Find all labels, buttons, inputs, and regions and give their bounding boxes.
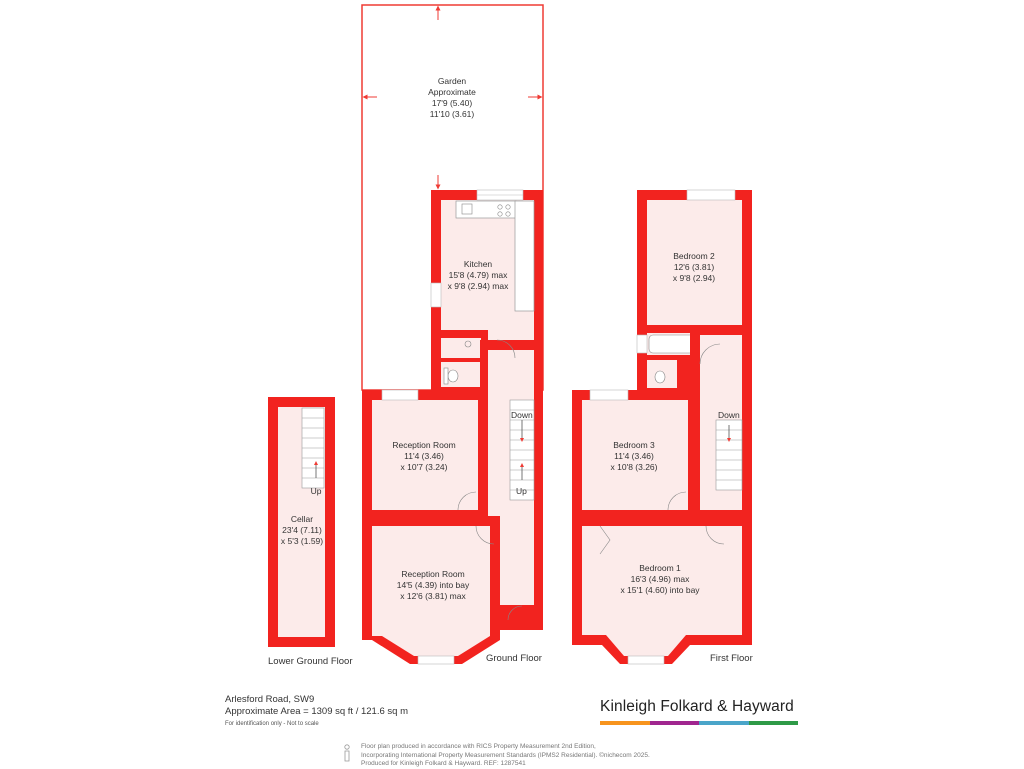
first-floor-label: First Floor	[710, 653, 753, 664]
footer-line-2: Incorporating International Property Measurement Standards (IPMS2 Residential). ©nichecom 2025.	[361, 751, 650, 759]
garden-sub: Approximate	[428, 87, 476, 97]
brand-bar-segment	[749, 721, 799, 725]
reception1-name: Reception Room	[392, 440, 456, 450]
first-down-label: Down	[718, 410, 740, 420]
bedroom3-dim2: x 10'8 (3.26)	[610, 462, 658, 472]
footer-line-3: Produced for Kinleigh Folkard & Hayward. REF: 1287541	[361, 760, 526, 767]
kitchen-dim2: x 9'8 (2.94) max	[447, 281, 509, 291]
cellar-dim1: 23'4 (7.11)	[282, 525, 322, 535]
bedroom2-dim1: 12'6 (3.81)	[673, 262, 715, 272]
footer-line-1: Floor plan produced in accordance with RICS Property Measurement 2nd Edition,	[361, 743, 596, 750]
reception2-dim2: x 12'6 (3.81) max	[400, 591, 466, 601]
person-icon	[343, 744, 351, 762]
brand-bar-segment	[699, 721, 749, 725]
lower-ground-floor-label: Lower Ground Floor	[268, 656, 353, 667]
ground-up-label: Up	[516, 486, 527, 496]
brand-color-bar	[600, 721, 798, 725]
reception1-dim2: x 10'7 (3.24)	[400, 462, 448, 472]
bedroom1-dim2: x 15'1 (4.60) into bay	[620, 585, 700, 595]
garden-dim1: 17'9 (5.40)	[431, 98, 473, 108]
bedroom2-name: Bedroom 2	[673, 251, 715, 261]
brand-bar-segment	[650, 721, 700, 725]
ground-floor-label: Ground Floor	[486, 653, 542, 664]
bedroom1-name: Bedroom 1	[639, 563, 681, 573]
kitchen-name: Kitchen	[463, 259, 493, 269]
reception1-dim1: 11'4 (3.46)	[404, 451, 444, 461]
reception2-dim1: 14'5 (4.39) into bay	[396, 580, 470, 590]
brand-name: Kinleigh Folkard & Hayward	[600, 698, 794, 715]
brand-bar-segment	[600, 721, 650, 725]
ground-down-label: Down	[511, 410, 533, 420]
cellar-up-label: Up	[310, 486, 322, 496]
bedroom3-name: Bedroom 3	[613, 440, 655, 450]
garden-dim2: 11'10 (3.61)	[429, 109, 475, 119]
cellar-name: Cellar	[290, 514, 314, 524]
bedroom1-dim1: 16'3 (4.96) max	[630, 574, 690, 584]
cellar-dim2: x 5'3 (1.59)	[280, 536, 324, 546]
identification-note: For identification only - Not to scale	[225, 721, 319, 727]
footer-notes	[361, 743, 650, 769]
kitchen-dim1: 15'8 (4.79) max	[448, 270, 508, 280]
address-block	[225, 694, 408, 730]
reception2-name: Reception Room	[401, 569, 465, 579]
bedroom2-dim2: x 9'8 (2.94)	[672, 273, 716, 283]
garden-name: Garden	[437, 76, 467, 86]
bedroom3-dim1: 11'4 (3.46)	[614, 451, 654, 461]
address-line: Arlesford Road, SW9	[225, 694, 315, 705]
approximate-area: Approximate Area = 1309 sq ft / 121.6 sq m	[225, 706, 408, 717]
